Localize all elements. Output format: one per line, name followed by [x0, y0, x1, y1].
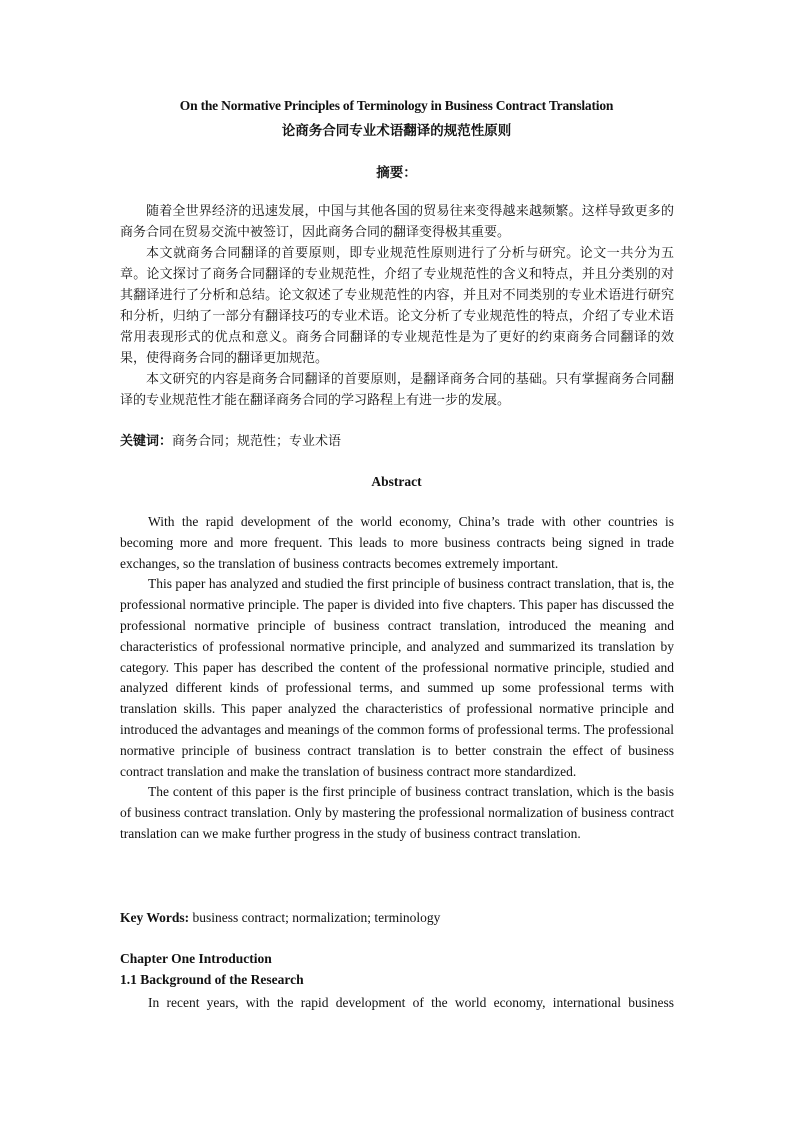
keywords-chinese-label: 关键词：	[120, 434, 173, 449]
abstract-chinese-body	[120, 201, 674, 411]
chapter-first-line: In recent years, with the rapid development of the world economy, international business	[148, 995, 674, 1010]
abstract-chinese-paragraph: 随着全世界经济的迅速发展，中国与其他各国的贸易往来变得越来越频繁。这样导致更多的商务合同在贸易交流中被签订，因此商务合同的翻译变得极其重要。	[120, 204, 674, 240]
chapter-heading: Chapter One Introduction	[120, 951, 272, 966]
abstract-english-paragraph: The content of this paper is the first principle of business contract translation, which is the basis of business contract translation. Only by mastering the professional normalization of business contract translation can we make further progress in the study of business contract translation.	[120, 784, 674, 841]
paper-title-english: On the Normative Principles of Terminology in Business Contract Translation	[179, 98, 614, 113]
abstract-english-body	[120, 512, 674, 845]
abstract-chinese-paragraph: 本文研究的内容是商务合同翻译的首要原则，是翻译商务合同的基础。只有掌握商务合同翻译的专业规范性才能在翻译商务合同的学习路程上有进一步的发展。	[120, 372, 674, 408]
paper-title-chinese: 论商务合同专业术语翻译的规范性原则	[281, 123, 512, 139]
abstract-english-paragraph: With the rapid development of the world economy, China’s trade with other countries is becoming more and more frequent. This leads to more business contracts being signed in trade exchanges, so the translation of business contracts becomes extremely important.	[120, 514, 674, 571]
section-heading: 1.1 Background of the Research	[120, 972, 304, 987]
keywords-english-label: Key Words:	[120, 910, 190, 925]
abstract-english-paragraph: This paper has analyzed and studied the first principle of business contract translation, that is, the professional normative principle. The paper is divided into five chapters. This paper has discussed the professional normative principle of business contract translation, introduced the meaning and characteristics of professional normative principle, and analyzed and summarized its translation by category. This paper has described the content of the professional normative principle, studied and analyzed different kinds of professional terms, and summed up some professional terms with translation skills. This paper analyzed the characteristics of professional normative principle and introduced the advantages and meanings of the common forms of professional terms. The professional normative principle of business contract translation is to better constrain the effect of business contract translation and make the translation of business contract more standardized.	[120, 576, 674, 779]
abstract-chinese-paragraph: 本文就商务合同翻译的首要原则，即专业规范性原则进行了分析与研究。论文一共分为五章。论文探讨了商务合同翻译的专业规范性，介绍了专业规范性的含义和特点，并且分类别的对其翻译进行了分析和总结。论文叙述了专业规范性的内容，并且对不同类别的专业术语进行研究和分析，归纳了一部分有翻译技巧的专业术语。论文分析了专业规范性的特点，介绍了专业术语常用表现形式的优点和意义。商务合同翻译的专业规范性是为了更好的约束商务合同翻译的效果，使得商务合同的翻译更加规范。	[120, 246, 674, 366]
abstract-heading-english: Abstract	[371, 474, 422, 489]
keywords-chinese	[120, 430, 674, 449]
keywords-chinese-value: 商务合同；规范性；专业术语	[172, 434, 342, 449]
abstract-heading-chinese: 摘要：	[376, 165, 417, 181]
chapter-body	[120, 993, 674, 1014]
keywords-english-value: business contract; normalization; terminology	[192, 910, 441, 925]
keywords-english	[120, 910, 674, 926]
